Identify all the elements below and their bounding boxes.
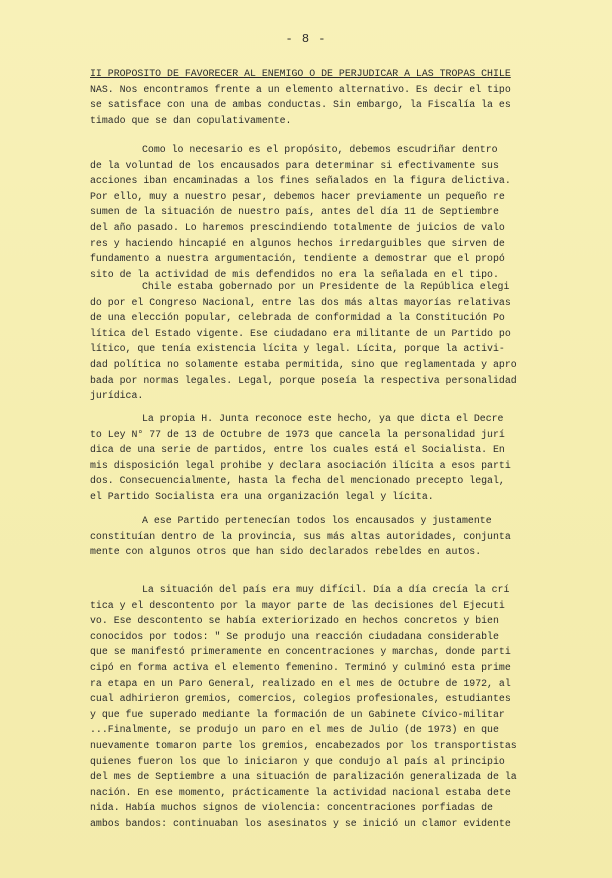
text-line: lítico, que tenía existencia lícita y legal. Lícita, porque la activi- — [90, 343, 505, 355]
text-line: ra etapa en un Paro General, realizado en el mes de Octubre de 1972, al — [90, 677, 511, 689]
text-line: que se manifestó primeramente en concentraciones y marchas, donde parti — [90, 646, 511, 658]
paragraph-situation — [90, 582, 540, 832]
text-line: nida. Había muchos signos de violencia: concentraciones porfiadas de — [90, 802, 493, 814]
paragraph-heading — [90, 66, 540, 128]
text-line: fundamento a nuestra argumentación, tendiente a demostrar que el propó — [90, 253, 505, 265]
text-line: La propia H. Junta reconoce este hecho, ya que dicta el Decre — [142, 413, 504, 424]
text-line: do por el Congreso Nacional, entre las dos más altas mayorías relativas — [90, 296, 511, 308]
text-line: Por ello, muy a nuestro pesar, debemos hacer previamente un pequeño re — [90, 190, 505, 202]
text-line: conocidos por todos: " Se produjo una reacción ciudadana considerable — [90, 630, 499, 642]
text-line: sumen de la situación de nuestro país, antes del día 11 de Septiembre — [90, 206, 499, 218]
text-line: cipó en forma activa el elemento femenino. Terminó y culminó esta prime — [90, 661, 511, 673]
paragraph-purpose — [90, 142, 540, 282]
text-line: se satisface con una de ambas conductas. Sin embargo, la Fiscalía la es — [90, 99, 511, 111]
text-line: res y haciendo hincapié en algunos hechos irredarguibles que sirven de — [90, 237, 505, 249]
text-line: quienes fueron los que lo iniciaron y que condujo al país al principio — [90, 755, 505, 767]
text-line: Chile estaba gobernado por un Presidente de la República elegi — [142, 281, 510, 292]
text-line: constituían dentro de la provincia, sus más altas autoridades, conjunta — [90, 530, 511, 542]
text-line: jurídica. — [90, 390, 144, 402]
text-line: del año pasado. Lo haremos prescindiendo totalmente de juicios de valo — [90, 221, 505, 233]
text-line: timado que se dan copulativamente. — [90, 114, 292, 126]
text-line: del mes de Septiembre a una situación de paralización generalizada de la — [90, 771, 517, 783]
page-number: - 8 - — [285, 32, 327, 46]
paragraph-government — [90, 279, 540, 404]
text-line: tica y el descontento por la mayor parte de las decisiones del Ejecuti — [90, 599, 505, 611]
text-line: ambos bandos: continuaban los asesinatos y se inició un clamor evidente — [90, 817, 511, 829]
text-line: nación. En ese momento, prácticamente la actividad nacional estaba dete — [90, 786, 511, 798]
text-line: mis disposición legal prohibe y declara asociación ilícita a esos parti — [90, 459, 511, 471]
text-line: lítica del Estado vigente. Ese ciudadano era militante de un Partido po — [90, 327, 511, 339]
text-line: II PROPOSITO DE FAVORECER AL ENEMIGO O DE PERJUDICAR A LAS TROPAS CHILE — [90, 68, 511, 79]
text-line: bada por normas legales. Legal, porque poseía la respectiva personalidad — [90, 374, 517, 386]
text-line: nuevamente tomaron parte los gremios, encabezados por los transportistas — [90, 739, 517, 751]
paragraph-junta — [90, 411, 540, 505]
text-line: acciones iban encaminadas a los fines señalados en la figura delictiva. — [90, 175, 511, 187]
text-line: ...Finalmente, se produjo un paro en el mes de Julio (de 1973) en que — [90, 724, 499, 736]
text-line: A ese Partido pertenecían todos los encausados y justamente — [142, 515, 492, 526]
text-line: de la voluntad de los encausados para determinar si efectivamente sus — [90, 159, 499, 171]
text-line: de una elección popular, celebrada de conformidad a la Constitución Po — [90, 312, 505, 324]
text-line: to Ley N° 77 de 13 de Octubre de 1973 que cancela la personalidad jurí — [90, 428, 505, 440]
text-line: y que fue superado mediante la formación de un Gabinete Cívico-militar — [90, 708, 505, 720]
text-line: dad política no solamente estaba permitida, sino que reglamentada y apro — [90, 358, 517, 370]
text-line: sito de la actividad de mis defendidos no era la señalada en el tipo. — [90, 268, 499, 280]
text-line: mente con algunos otros que han sido declarados rebeldes en autos. — [90, 546, 482, 558]
text-line: dos. Consecuencialmente, hasta la fecha del mencionado precepto legal, — [90, 475, 505, 487]
text-line: vo. Ese descontento se había exteriorizado en hechos concretos y bien — [90, 615, 499, 627]
text-line: NAS. Nos encontramos frente a un elemento alternativo. Es decir el tipo — [90, 83, 511, 95]
text-line: cual adhirieron gremios, comercios, colegios profesionales, estudiantes — [90, 693, 511, 705]
text-line: La situación del país era muy difícil. Día a día crecía la crí — [142, 584, 510, 595]
text-line: el Partido Socialista era una organización legal y lícita. — [90, 490, 434, 502]
text-line: Como lo necesario es el propósito, debemos escudriñar dentro — [142, 144, 498, 155]
paragraph-party — [90, 513, 540, 560]
text-line: dica de una serie de partidos, entre los cuales está el Socialista. En — [90, 444, 505, 456]
